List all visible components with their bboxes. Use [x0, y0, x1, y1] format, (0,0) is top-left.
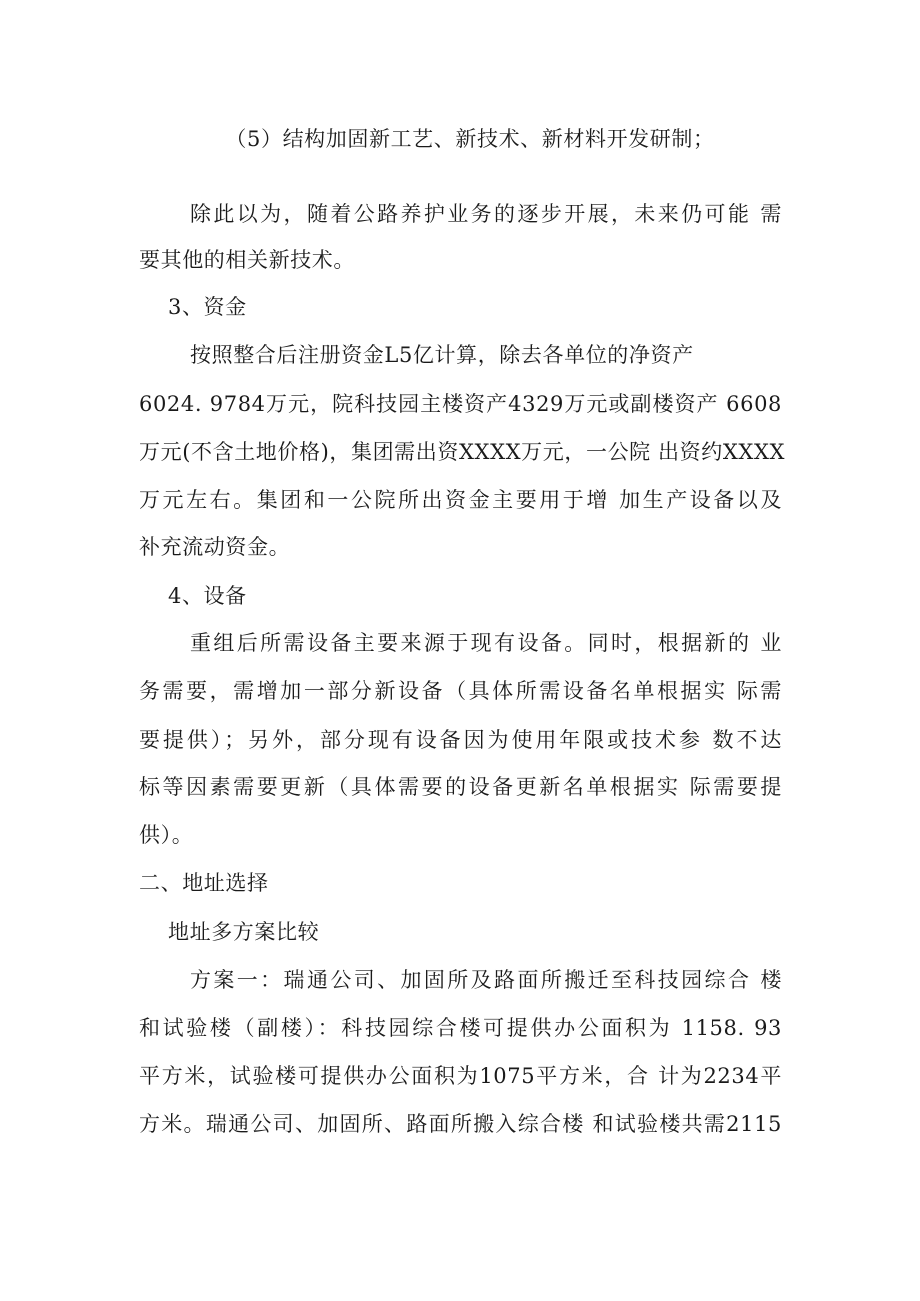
- paragraph-line: 万元左右。集团和一公院所出资金主要用于增 加生产设备以及: [139, 488, 782, 512]
- paragraph-line: 补充流动资金。: [139, 535, 291, 559]
- paragraph-line: 务需要，需增加一部分新设备（具体所需设备名单根据实 际需: [139, 679, 782, 703]
- paragraph-line: 平方米，试验楼可提供办公面积为1075平方米，合 计为2234平: [139, 1064, 782, 1088]
- list-item-5: （5）结构加固新工艺、新技术、新材料开发研制；: [225, 127, 715, 151]
- paragraph-line: 标等因素需要更新（具体需要的设备更新名单根据实 际需要提: [139, 775, 782, 799]
- paragraph-line: 按照整合后注册资金L5亿计算，除去各单位的净资产: [190, 343, 694, 367]
- section-heading-equipment: 4、设备: [168, 584, 247, 608]
- section-heading-funds: 3、资金: [168, 295, 247, 319]
- paragraph-line: 和试验楼（副楼）：科技园综合楼可提供办公面积为 1158. 93: [139, 1016, 782, 1040]
- subheading-site-comparison: 地址多方案比较: [168, 920, 320, 944]
- paragraph-line: 供）。: [139, 823, 194, 847]
- paragraph-line: 方案一：瑞通公司、加固所及路面所搬迁至科技园综合 楼: [190, 968, 782, 992]
- paragraph-line: 万元(不含土地价格)，集团需出资XXXX万元，一公院 出资约XXXX: [139, 440, 786, 464]
- paragraph-line: 方米。瑞通公司、加固所、路面所搬入综合楼 和试验楼共需2115: [139, 1112, 782, 1136]
- paragraph-line: 要提供）；另外，部分现有设备因为使用年限或技术参 数不达: [139, 728, 782, 752]
- paragraph-line: 要其他的相关新技术。: [139, 248, 355, 272]
- chapter-heading-site-selection: 二、地址选择: [139, 871, 269, 895]
- paragraph-line: 除此以为，随着公路养护业务的逐步开展，未来仍可能 需: [190, 202, 782, 226]
- paragraph-line: 重组后所需设备主要来源于现有设备。同时，根据新的 业: [190, 631, 782, 655]
- paragraph-line: 6024. 9784万元，院科技园主楼资产4329万元或副楼资产 6608: [139, 392, 782, 416]
